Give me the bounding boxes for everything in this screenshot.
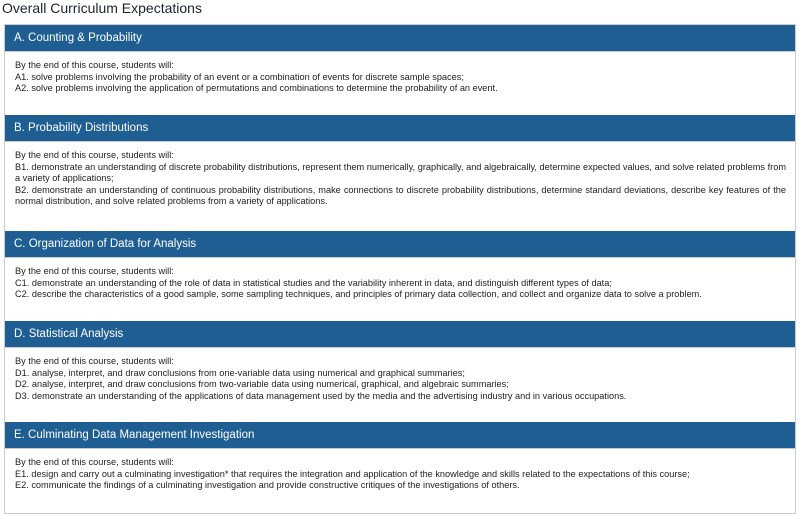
expectation-item: D3. demonstrate an understanding of the applications of data management used by the media and the advertising industry and in various occupations. <box>15 390 627 401</box>
expectation-item: E1. design and carry out a culminating investigation* that requires the integration and application of the knowledge and skills related to the expectations of this course; <box>15 468 690 479</box>
expectations-table <box>4 24 796 514</box>
section-header: B. Probability Distributions <box>5 115 795 142</box>
page-title: Overall Curriculum Expectations <box>2 0 202 16</box>
section-intro: By the end of this course, students will: <box>15 356 174 366</box>
section-intro: By the end of this course, students will: <box>15 266 174 276</box>
section-header: D. Statistical Analysis <box>5 321 795 348</box>
section-d <box>5 321 795 422</box>
section-b <box>5 115 795 231</box>
section-body <box>5 449 795 513</box>
section-body <box>5 258 795 321</box>
expectation-item: B2. demonstrate an understanding of continuous probability distributions, make connections to discrete probability distributions, determine standard deviations, describe key features of the normal distribution, and solve related problems from a variety of applications. <box>15 184 786 207</box>
expectation-item: C1. demonstrate an understanding of the role of data in statistical studies and the variability inherent in data, and distinguish different types of data; <box>15 277 612 288</box>
section-intro: By the end of this course, students will: <box>15 457 174 467</box>
expectation-item: E2. communicate the findings of a culminating investigation and provide constructive critiques of the investigations of others. <box>15 480 520 491</box>
section-e <box>5 422 795 513</box>
section-body <box>5 52 795 115</box>
expectation-item: A1. solve problems involving the probability of an event or a combination of events for discrete sample spaces; <box>15 71 464 82</box>
expectation-item: C2. describe the characteristics of a good sample, some sampling techniques, and principles of primary data collection, and collect and organize data to solve a problem. <box>15 289 702 300</box>
section-header: E. Culminating Data Management Investigation <box>5 422 795 449</box>
section-header: A. Counting & Probability <box>5 25 795 52</box>
section-a <box>5 25 795 115</box>
section-body <box>5 142 795 231</box>
section-header: C. Organization of Data for Analysis <box>5 231 795 258</box>
expectation-item: B1. demonstrate an understanding of discrete probability distributions, represent them numerically, graphically, and algebraically, determine expected values, and solve related problems from a variety of applications; <box>15 161 786 184</box>
section-intro: By the end of this course, students will: <box>15 150 174 160</box>
section-body <box>5 348 795 422</box>
expectation-item: D2. analyse, interpret, and draw conclusions from two-variable data using numerical, graphical, and algebraic summaries; <box>15 379 509 390</box>
expectation-item: D1. analyse, interpret, and draw conclusions from one-variable data using numerical and graphical summaries; <box>15 367 465 378</box>
section-c <box>5 231 795 321</box>
expectation-item: A2. solve problems involving the application of permutations and combinations to determine the probability of an event. <box>15 83 498 94</box>
section-intro: By the end of this course, students will: <box>15 60 174 70</box>
